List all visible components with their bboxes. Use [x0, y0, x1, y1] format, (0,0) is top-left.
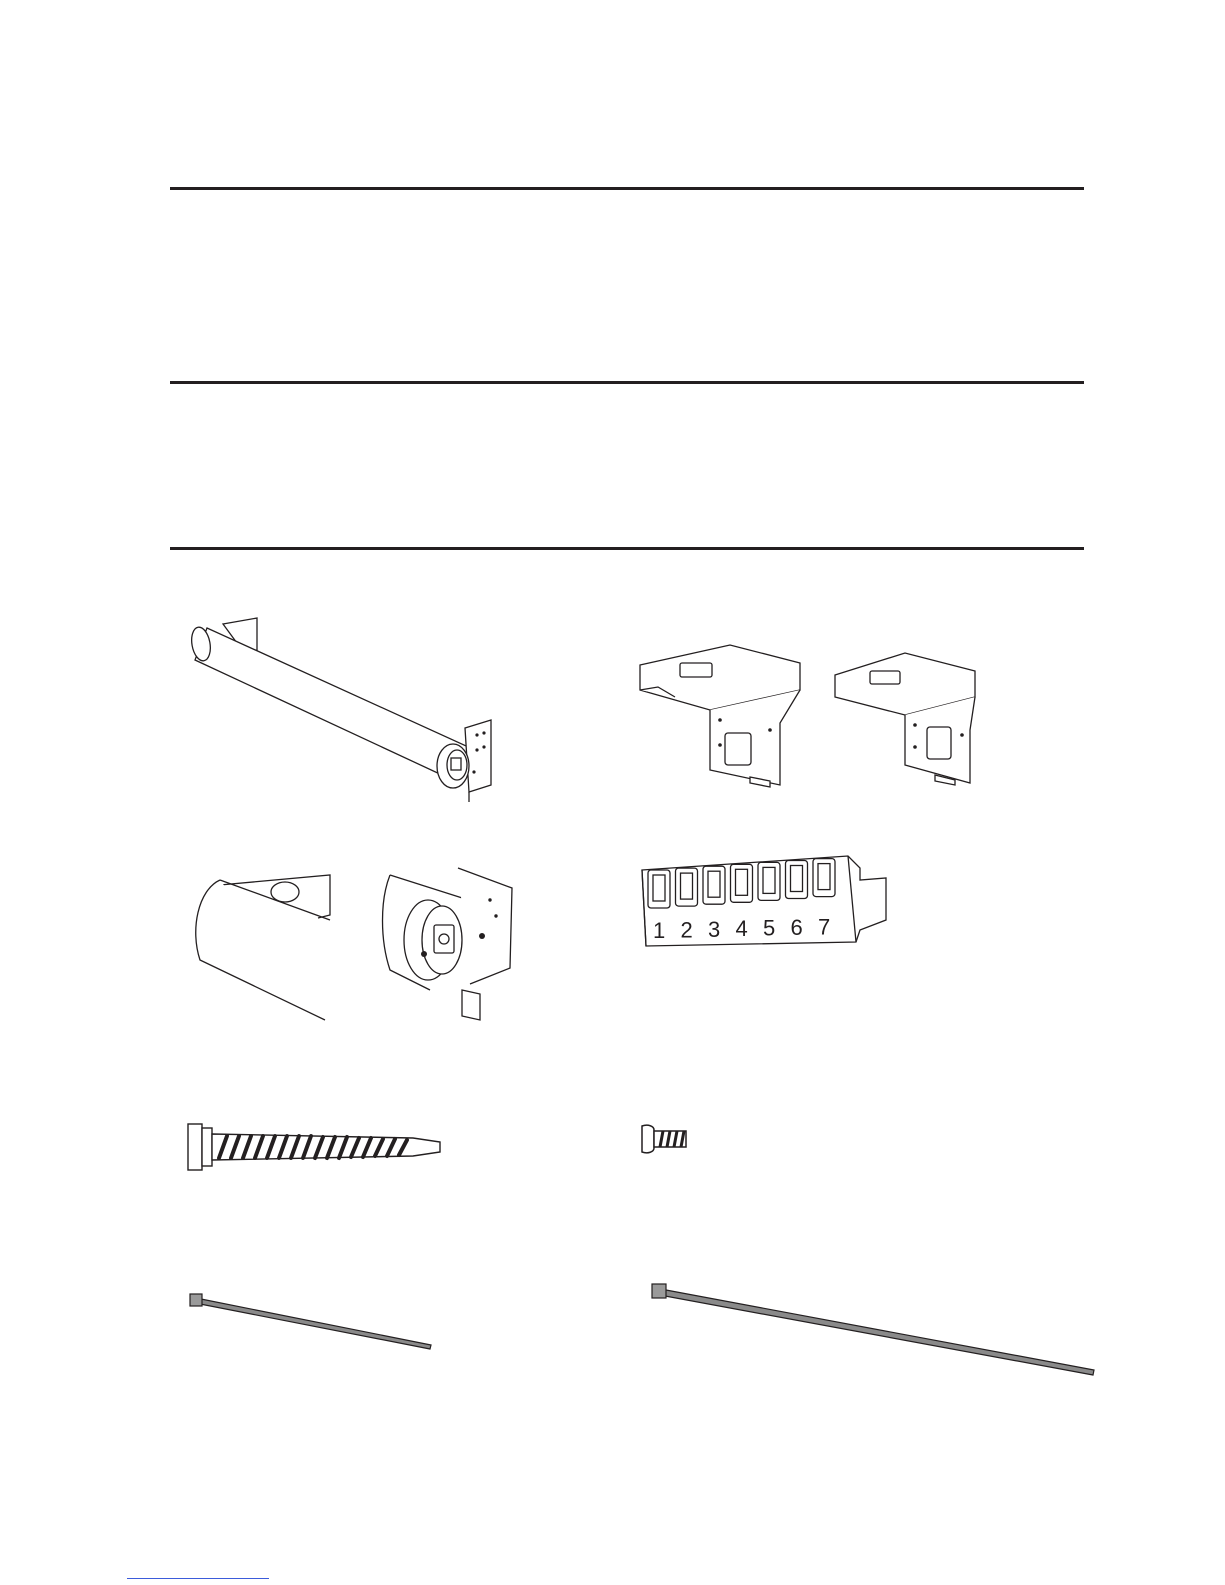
section-rule-1 [170, 187, 1084, 190]
shade-end-details-illustration [190, 860, 520, 1030]
terminal-opening [653, 875, 665, 901]
terminal-opening [791, 866, 803, 892]
long-cable-tie-illustration [648, 1278, 1098, 1383]
terminal-opening [818, 864, 830, 890]
terminal-number: 7 [818, 914, 831, 940]
terminal-number: 6 [790, 915, 803, 940]
machine-screw-illustration [638, 1122, 692, 1156]
terminal-opening [681, 873, 693, 899]
short-cable-tie-illustration [185, 1285, 437, 1355]
terminal-number: 5 [763, 915, 776, 941]
terminal-opening [736, 869, 748, 895]
terminal-number: 1 [653, 918, 666, 943]
mounting-brackets-illustration [630, 635, 990, 790]
footer-link-underline[interactable] [127, 1578, 269, 1579]
terminal-opening [763, 867, 775, 893]
terminal-opening [708, 871, 720, 897]
terminal-number: 3 [708, 916, 721, 942]
terminal-number: 4 [735, 916, 748, 942]
roller-shade-illustration [185, 610, 505, 805]
terminal-number: 2 [680, 917, 693, 943]
hex-screw-illustration [185, 1118, 447, 1176]
terminal-block-illustration [638, 850, 900, 950]
section-rule-2 [170, 381, 1084, 384]
section-rule-3 [170, 547, 1084, 550]
